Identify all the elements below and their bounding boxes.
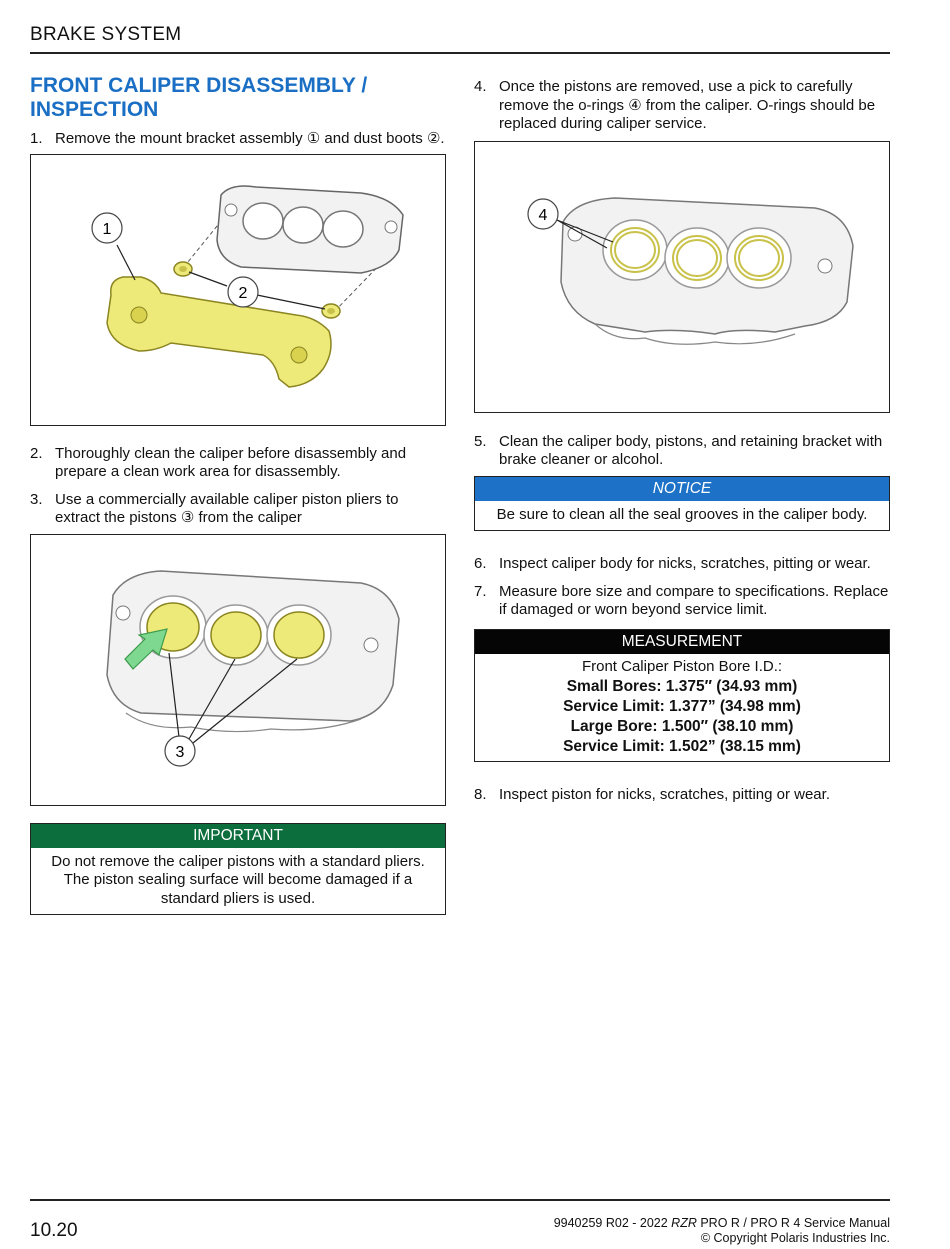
footer-copyright: © Copyright Polaris Industries Inc. xyxy=(700,1231,890,1245)
important-label: IMPORTANT xyxy=(31,824,445,848)
notice-box xyxy=(474,476,890,532)
bore-3 xyxy=(727,228,791,288)
footer-doc-prefix: 9940259 R02 - 2022 xyxy=(553,1216,672,1230)
footer-manual-title xyxy=(554,1216,890,1231)
important-box xyxy=(30,823,446,916)
measurement-large-limit: Service Limit: 1.502” (38.15 mm) xyxy=(563,737,801,755)
step-2 xyxy=(30,445,446,482)
measurement-box xyxy=(474,629,890,762)
notice-text: Be sure to clean all the seal grooves in the caliper body. xyxy=(496,505,868,523)
callout-4: 4 xyxy=(538,206,548,224)
step-3 xyxy=(30,491,446,528)
figure-piston-extraction xyxy=(30,534,446,806)
bracket-illustration xyxy=(31,155,444,424)
caliper-body xyxy=(217,186,403,273)
notice-label: NOTICE xyxy=(475,477,889,501)
piston-3 xyxy=(267,605,331,665)
footer-doc-model: RZR xyxy=(671,1216,697,1230)
callout-2: 2 xyxy=(238,284,248,302)
step-7 xyxy=(474,583,890,620)
measurement-body xyxy=(475,654,889,761)
dust-boot-left xyxy=(174,262,192,276)
dust-boot-right xyxy=(322,304,340,318)
step-text: Use a commercially available caliper piston pliers to extract the pistons ③ from the caliper xyxy=(55,490,399,526)
important-text: Do not remove the caliper pistons with a standard pliers. The piston sealing surface will become damaged if a standard pliers is used. xyxy=(51,852,425,907)
figure-bracket-and-boots xyxy=(30,154,446,426)
left-column xyxy=(30,74,446,915)
measurement-label: MEASUREMENT xyxy=(475,630,889,654)
step-number: 5. xyxy=(474,432,487,450)
step-text: Clean the caliper body, pistons, and retaining bracket with brake cleaner or alcohol. xyxy=(499,432,883,468)
step-text: Inspect caliper body for nicks, scratches, pitting or wear. xyxy=(499,555,871,572)
figure-o-ring-removal xyxy=(474,141,890,413)
callout-1: 1 xyxy=(102,220,112,238)
step-5 xyxy=(474,433,890,470)
step-number: 8. xyxy=(474,785,487,803)
page-title: FRONT CALIPER DISASSEMBLY / INSPECTION xyxy=(30,74,368,121)
piston-illustration xyxy=(31,535,444,804)
step-text: Remove the mount bracket assembly ① and dust boots ②. xyxy=(55,130,445,147)
bore-2 xyxy=(665,228,729,288)
measurement-small-limit: Service Limit: 1.377” (34.98 mm) xyxy=(563,697,801,715)
measurement-heading: Front Caliper Piston Bore I.D.: xyxy=(581,657,783,675)
step-6 xyxy=(474,555,890,574)
measurement-large-bore: Large Bore: 1.500″ (38.10 mm) xyxy=(570,717,794,735)
step-text: Inspect piston for nicks, scratches, pitting or wear. xyxy=(499,785,830,803)
piston-2 xyxy=(204,605,268,665)
step-4 xyxy=(474,78,890,134)
footer-doc-info xyxy=(554,1216,890,1246)
measurement-small-bores: Small Bores: 1.375″ (34.93 mm) xyxy=(566,677,798,695)
step-number: 2. xyxy=(30,444,43,462)
step-number: 6. xyxy=(474,555,487,572)
right-column xyxy=(474,78,890,804)
step-number: 4. xyxy=(474,78,487,95)
footer-doc-suffix: PRO R / PRO R 4 Service Manual xyxy=(696,1216,890,1230)
bore-1 xyxy=(603,220,667,280)
step-text: Once the pistons are removed, use a pick to carefully remove the o-rings ④ from the caliper. O-rings should be replaced during caliper service. xyxy=(499,78,876,132)
step-number: 1. xyxy=(30,130,43,147)
mount-bracket xyxy=(107,277,331,387)
page-header xyxy=(30,24,890,54)
step-1 xyxy=(30,130,446,149)
page-number: 10.20 xyxy=(30,1220,78,1241)
footer-divider xyxy=(30,1199,890,1201)
step-number: 7. xyxy=(474,582,487,600)
step-text: Thoroughly clean the caliper before disassembly and prepare a clean work area for disassembly. xyxy=(55,444,407,480)
o-ring-illustration xyxy=(475,142,888,411)
section-title: BRAKE SYSTEM xyxy=(30,24,182,45)
step-8 xyxy=(474,786,890,805)
step-number: 3. xyxy=(30,490,43,508)
callout-3: 3 xyxy=(175,743,185,761)
step-text: Measure bore size and compare to specifications. Replace if damaged or worn beyond service limit. xyxy=(499,582,889,618)
